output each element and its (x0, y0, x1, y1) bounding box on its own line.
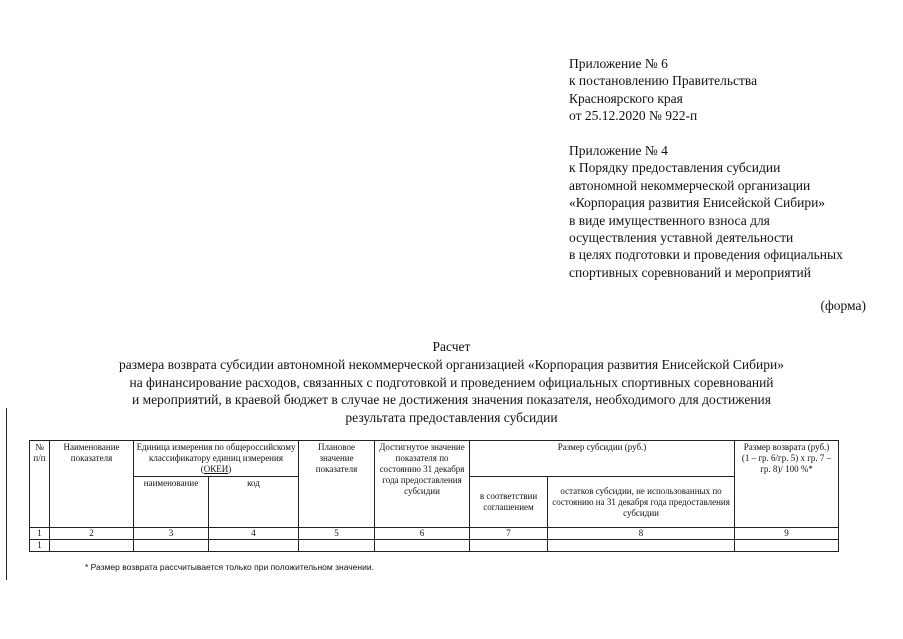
appendix-4-header (569, 142, 843, 281)
col-number: 4 (209, 528, 299, 540)
appendix-line: спортивных соревнований и мероприятий (569, 264, 811, 280)
header-unit: Единица измерения по общероссийскому классификатору единиц измерения (ОКЕИ) (134, 441, 299, 477)
appendix-line: «Корпорация развития Енисейской Сибири» (569, 195, 826, 211)
table-cell (134, 540, 209, 552)
table-row (30, 540, 839, 552)
title-line: результата предоставления субсидии (345, 410, 558, 426)
header-row (30, 441, 839, 477)
appendix-line: Приложение № 4 (569, 143, 668, 158)
title-line: размера возврата субсидии автономной некоммерческой организацией «Корпорация развития Енисейской Сибири» (119, 356, 784, 372)
appendix-line: Приложение № 6 (569, 56, 668, 71)
header-unit-code: код (209, 477, 299, 528)
table-cell (50, 540, 134, 552)
table-cell (375, 540, 470, 552)
document-title (0, 338, 903, 427)
appendix-line: Красноярского края (569, 90, 683, 106)
header-plan: Плановое значение показателя (299, 441, 375, 528)
header-unit-name: наименование (134, 477, 209, 528)
title-line: на финансирование расходов, связанных с подготовкой и проведением официальных спортивных соревнований (129, 374, 774, 390)
column-numbers-row (30, 528, 839, 540)
header-name: Наименование показателя (50, 441, 134, 528)
margin-line (6, 408, 7, 580)
appendix-line: к Порядку предоставления субсидии (569, 160, 781, 176)
appendix-6-header (569, 55, 757, 125)
appendix-line: осуществления уставной деятельности (569, 230, 794, 246)
col-number: 6 (375, 528, 470, 540)
appendix-line: автономной некоммерческой организации (569, 177, 811, 193)
header-agreement: в соответствии соглашением (470, 477, 548, 528)
header-return (735, 441, 839, 528)
col-number: 3 (134, 528, 209, 540)
col-number: 7 (470, 528, 548, 540)
calculation-table (29, 440, 839, 552)
col-number: 8 (548, 528, 735, 540)
appendix-line: от 25.12.2020 № 922-п (569, 108, 698, 124)
table-cell (548, 540, 735, 552)
form-label: (форма) (820, 298, 866, 313)
header-subsidy-size: Размер субсидии (руб.) (470, 441, 735, 477)
row-number: 1 (30, 540, 50, 552)
table-cell (209, 540, 299, 552)
appendix-line: в виде имущественного взноса для (569, 212, 770, 228)
footnote: * Размер возврата рассчитывается только при положительном значении. (85, 562, 374, 572)
col-number: 2 (50, 528, 134, 540)
header-return-title: Размер возврата (руб.) (743, 442, 830, 452)
table-cell (299, 540, 375, 552)
title-line: и мероприятий, в краевой бюджет в случае не достижения значения показателя, необходимого для достижения (132, 392, 771, 408)
table-cell (470, 540, 548, 552)
appendix-line: в целях подготовки и проведения официальных (569, 247, 843, 263)
appendix-line: к постановлению Правительства (569, 73, 758, 89)
header-return-formula: (1 – гр. 6/гр. 5) х гр. 7 – гр. 8)/ 100 %* (741, 453, 832, 474)
col-number: 5 (299, 528, 375, 540)
title-line: Расчет (432, 339, 471, 354)
header-remainder: остатков субсидии, не использованных по состоянию на 31 декабря года предоставления субсидии (548, 477, 735, 528)
header-achieved: Достигнутое значение показателя по состоянию 31 декабря года предоставления субсидии (375, 441, 470, 528)
col-number: 9 (735, 528, 839, 540)
col-number: 1 (30, 528, 50, 540)
table-cell (735, 540, 839, 552)
header-num: № п/п (30, 441, 50, 528)
